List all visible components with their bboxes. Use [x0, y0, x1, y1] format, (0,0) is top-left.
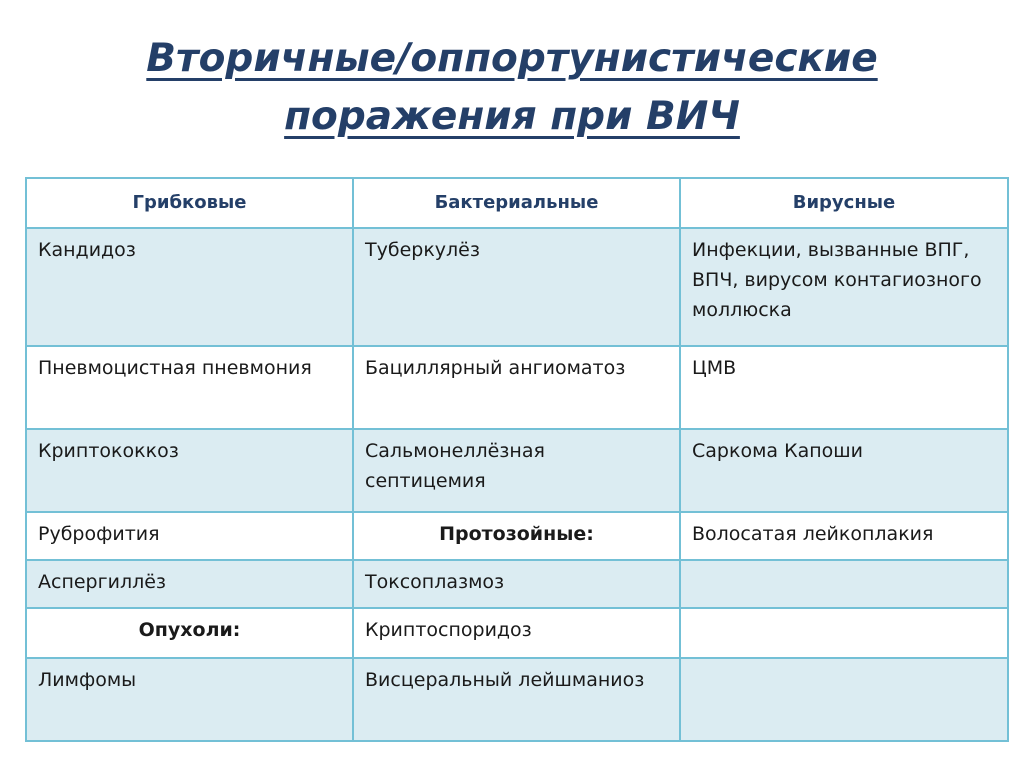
table-row — [26, 512, 1008, 560]
table-cell: Токсоплазмоз — [353, 560, 680, 608]
table-cell: Висцеральный лейшманиоз — [353, 658, 680, 741]
table-cell: Пневмоцистная пневмония — [26, 346, 353, 429]
table-cell: ЦМВ — [680, 346, 1008, 429]
table-row — [26, 658, 1008, 741]
table-row — [26, 228, 1008, 346]
table-cell: Лимфомы — [26, 658, 353, 741]
table-cell — [680, 560, 1008, 608]
table-row — [26, 560, 1008, 608]
table-cell — [680, 608, 1008, 658]
table-row — [26, 346, 1008, 429]
table-cell: Криптококкоз — [26, 429, 353, 512]
table-cell: Саркома Капоши — [680, 429, 1008, 512]
table-header-row — [26, 178, 1008, 228]
section-label-protozoal: Протозойные: — [353, 512, 680, 560]
table-cell: Бациллярный ангиоматоз — [353, 346, 680, 429]
table-cell: Руброфития — [26, 512, 353, 560]
header-fungal: Грибковые — [26, 178, 353, 228]
title-line-1: Вторичные/оппортунистические — [146, 36, 878, 81]
title-line-2: поражения при ВИЧ — [284, 94, 740, 139]
page-title — [0, 30, 1024, 146]
table-cell: Туберкулёз — [353, 228, 680, 346]
table-cell: Кандидоз — [26, 228, 353, 346]
table-cell: Инфекции, вызванные ВПГ, ВПЧ, вирусом контагиозного моллюска — [680, 228, 1008, 346]
section-label-tumors: Опухоли: — [26, 608, 353, 658]
table-cell: Аспергиллёз — [26, 560, 353, 608]
table-row — [26, 608, 1008, 658]
table-cell: Волосатая лейкоплакия — [680, 512, 1008, 560]
table-row — [26, 429, 1008, 512]
table-cell — [680, 658, 1008, 741]
header-viral: Вирусные — [680, 178, 1008, 228]
table-cell: Криптоспоридоз — [353, 608, 680, 658]
infections-table — [25, 177, 1009, 742]
header-bacterial: Бактериальные — [353, 178, 680, 228]
table-cell: Сальмонеллёзная септицемия — [353, 429, 680, 512]
